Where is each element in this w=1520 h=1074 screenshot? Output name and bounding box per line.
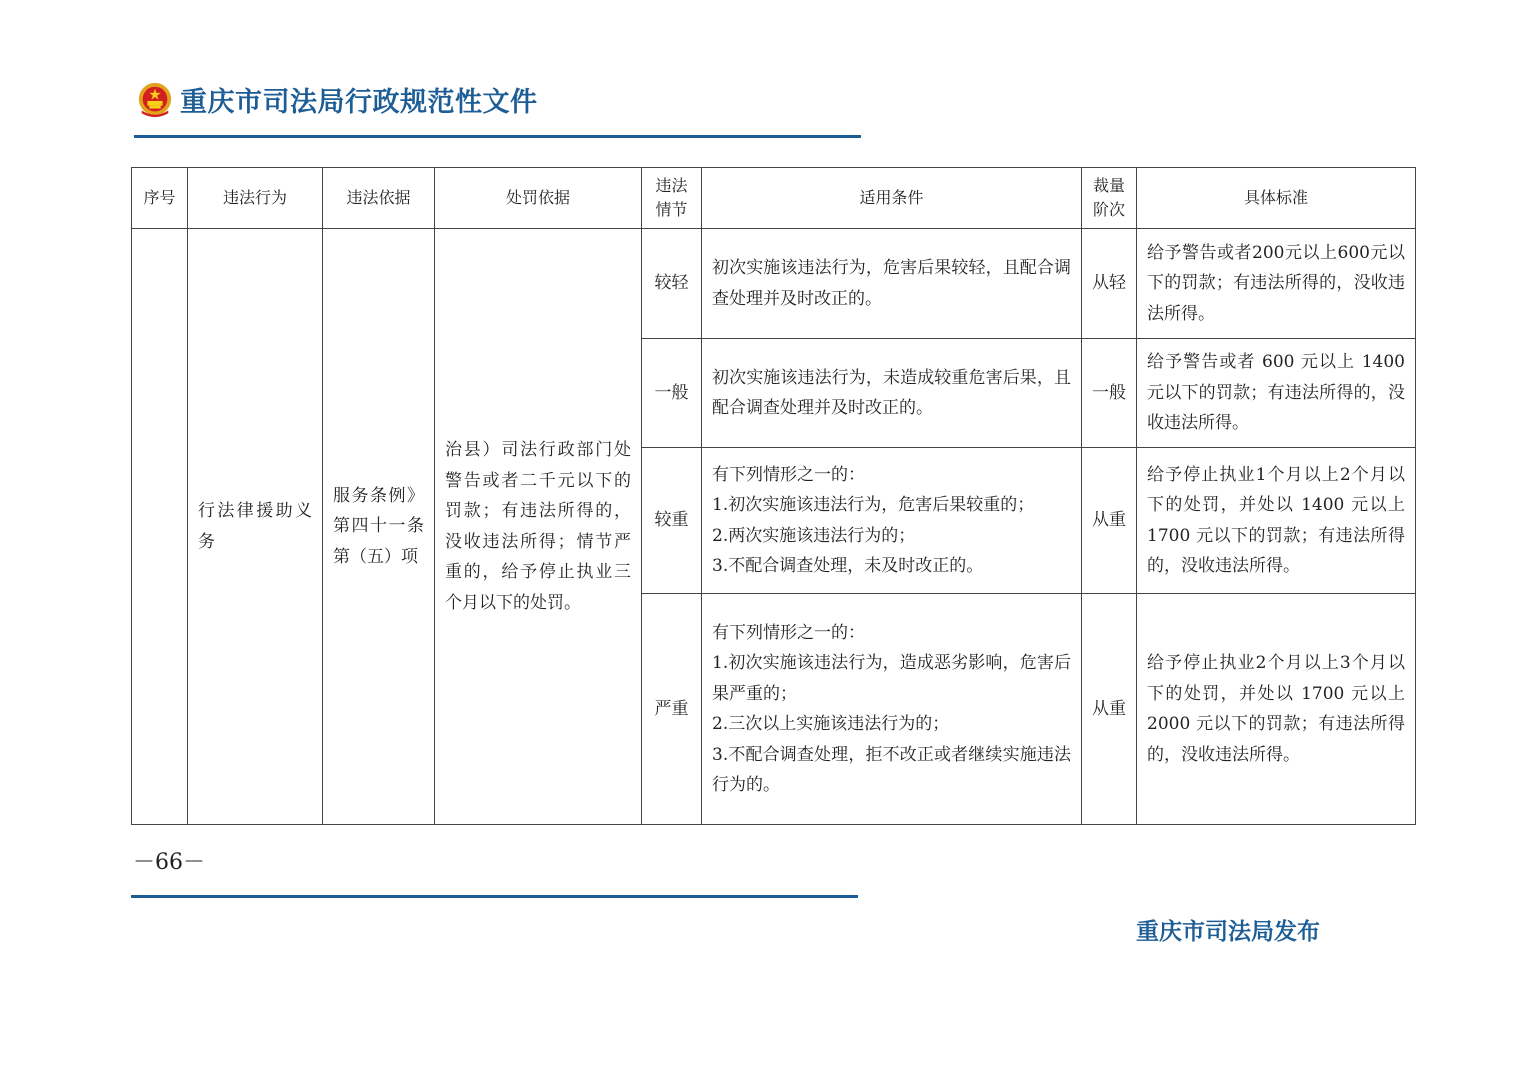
condition-line: 3.不配合调查处理，未及时改正的。 [712,556,984,576]
condition-line: 2.两次实施该违法行为的； [712,525,916,546]
header-circumstance-line: 情节 [655,200,688,219]
cell-level: 从重 [1082,594,1137,825]
condition-line: 有下列情形之一的： [712,622,865,643]
condition-line: 初次实施该违法行为，未造成较重危害后果，且配合调查处理并及时改正的。 [712,367,1071,418]
header-title: 重庆市司法局行政规范性文件 [180,87,538,118]
cell-penalty-basis: 治县）司法行政部门处警告或者二千元以下的罚款；有违法所得的，没收违法所得；情节严重的，给予停止执业三个月以下的处罚。 [435,229,642,825]
table-header-row [132,168,1416,229]
cell-level: 从轻 [1082,229,1137,339]
cell-condition [702,339,1082,448]
cell-act: 行法律援助义务 [188,229,323,825]
cell-condition [702,448,1082,594]
cell-standard: 给予警告或者 600 元以上 1400 元以下的罚款；有违法所得的，没收违法所得。 [1137,339,1416,448]
footer-publisher: 重庆市司法局发布 [1136,919,1320,945]
national-emblem-icon [136,81,174,119]
header-level-line: 阶次 [1092,200,1125,219]
cell-level: 从重 [1082,448,1137,594]
cell-standard: 给予停止执业1个月以上2个月以下的处罚，并处以 1400 元以上 1700 元以下的罚款；有违法所得的，没收违法所得。 [1137,448,1416,594]
cell-circumstance: 一般 [642,339,702,448]
header-level-line: 裁量 [1092,176,1125,195]
header-act: 违法行为 [188,168,323,229]
footer-divider [131,895,858,898]
header-penalty-basis: 处罚依据 [435,168,642,229]
header-condition: 适用条件 [702,168,1082,229]
condition-line: 3.不配合调查处理，拒不改正或者继续实施违法行为的。 [712,744,1071,795]
cell-level: 一般 [1082,339,1137,448]
page-number: －66－ [133,850,205,875]
header-circumstance-line: 违法 [655,176,688,195]
header-basis: 违法依据 [323,168,435,229]
condition-line: 2.三次以上实施该违法行为的； [712,714,950,734]
cell-condition [702,594,1082,825]
cell-standard: 给予停止执业2个月以上3个月以下的处罚，并处以 1700 元以上 2000 元以下的罚款；有违法所得的，没收违法所得。 [1137,594,1416,825]
condition-line: 初次实施该违法行为，危害后果较轻，且配合调查处理并及时改正的。 [712,258,1071,309]
penalty-table [131,167,1416,825]
table-row [132,229,1416,339]
condition-line: 1.初次实施该违法行为，危害后果较重的； [712,495,1035,515]
header-circumstance [642,168,702,229]
condition-line: 1.初次实施该违法行为，造成恶劣影响，危害后果严重的； [712,653,1071,704]
cell-condition [702,229,1082,339]
header-seq: 序号 [132,168,188,229]
document-header [136,80,538,119]
cell-standard: 给予警告或者200元以上600元以下的罚款；有违法所得的，没收违法所得。 [1137,229,1416,339]
cell-circumstance: 较重 [642,448,702,594]
cell-circumstance: 严重 [642,594,702,825]
cell-seq [132,229,188,825]
header-divider [134,135,861,138]
header-level [1082,168,1137,229]
header-standard: 具体标准 [1137,168,1416,229]
cell-basis: 服务条例》第四十一条第（五）项 [323,229,435,825]
condition-line: 有下列情形之一的： [712,464,865,485]
cell-circumstance: 较轻 [642,229,702,339]
